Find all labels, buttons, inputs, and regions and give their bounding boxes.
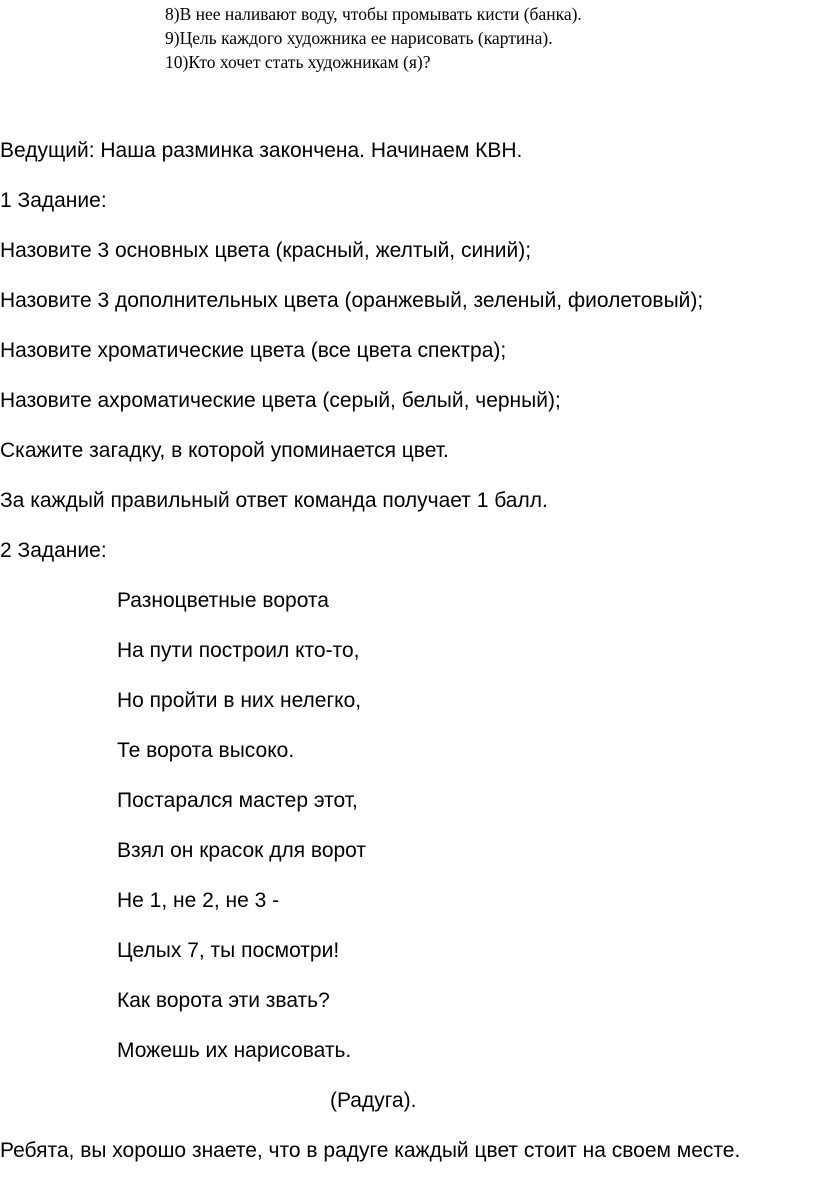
top-list (0, 0, 816, 74)
poem-line: На пути построил кто-то, (117, 639, 360, 662)
list-item: 10)Кто хочет стать художникам (я)? (165, 52, 431, 72)
document-body (0, 74, 816, 1176)
closing-paragraph: Ребята, вы хорошо знаете, что в радуге каждый цвет стоит на своем месте. (0, 1139, 741, 1162)
task1-item: Назовите хроматические цвета (все цвета спектра); (0, 339, 507, 362)
task1-item: Скажите загадку, в которой упоминается цвет. (0, 439, 449, 462)
poem-line: Постарался мастер этот, (117, 789, 358, 812)
intro-paragraph: Ведущий: Наша разминка закончена. Начинаем КВН. (0, 139, 523, 162)
task1-item: Назовите 3 основных цвета (красный, желтый, синий); (0, 239, 532, 262)
poem-line: Те ворота высоко. (117, 739, 295, 762)
poem-line: Взял он красок для ворот (117, 839, 367, 862)
poem-line: Но пройти в них нелегко, (117, 689, 362, 712)
poem-line: Можешь их нарисовать. (117, 1039, 352, 1062)
task1-title: 1 Задание: (0, 189, 107, 212)
task1-item: Назовите 3 дополнительных цвета (оранжевый, зеленый, фиолетовый); (0, 289, 704, 312)
task1-item: Назовите ахроматические цвета (серый, белый, черный); (0, 389, 561, 412)
poem-line: Как ворота эти звать? (117, 989, 330, 1012)
poem-line: Не 1, не 2, не 3 - (117, 889, 280, 912)
poem-line: Разноцветные ворота (117, 589, 329, 612)
task1-item: За каждый правильный ответ команда получает 1 балл. (0, 489, 548, 512)
list-item: 9)Цель каждого художника ее нарисовать (картина). (165, 28, 553, 48)
list-item: 8)В нее наливают воду, чтобы промывать кисти (банка). (165, 4, 582, 24)
riddle-answer: (Радуга). (330, 1089, 417, 1112)
poem-line: Целых 7, ты посмотри! (117, 939, 340, 962)
task2-title: 2 Задание: (0, 539, 107, 562)
